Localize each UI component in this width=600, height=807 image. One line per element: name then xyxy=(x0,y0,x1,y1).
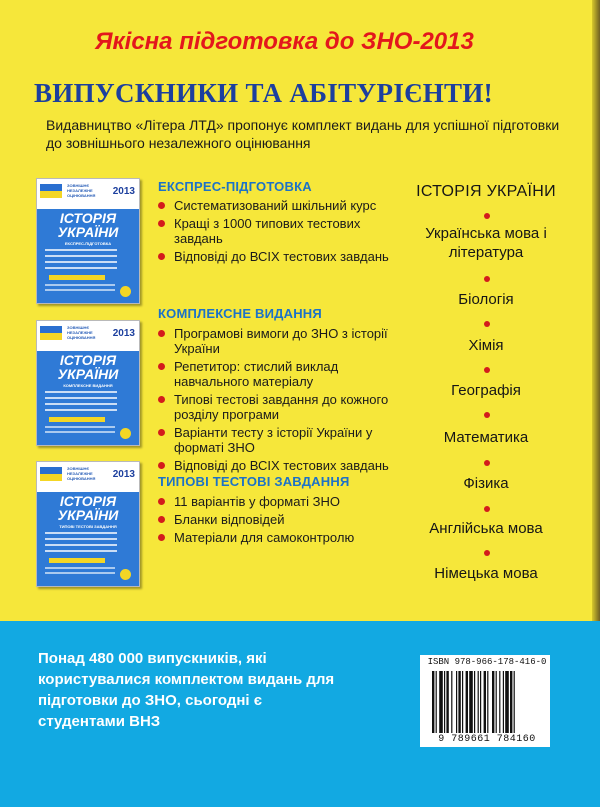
separator-dot-icon xyxy=(484,550,490,556)
list-item: 11 варіантів у форматі ЗНО xyxy=(156,494,396,509)
barcode-bar xyxy=(474,671,475,733)
barcode-bar xyxy=(462,671,463,733)
intro-text: Видавництво «Літера ЛТД» пропонує комплект видань для успішної підготовки до зовнішнього незалежного оцінювання xyxy=(46,117,560,151)
publisher-logo-icon xyxy=(120,286,131,297)
barcode-bar xyxy=(456,671,457,733)
book-note-lines xyxy=(45,426,115,436)
book-title: ІСТОРІЯ УКРАЇНИ xyxy=(57,352,119,382)
barcode-bar xyxy=(487,671,488,733)
separator-dot-icon xyxy=(484,412,490,418)
subject-biology: Біологія xyxy=(458,291,514,308)
barcode-bar xyxy=(444,671,445,733)
list-item: Кращі з 1000 типових тестових завдань xyxy=(156,216,396,246)
barcode-bar xyxy=(480,671,481,733)
subject-german: Німецька мова xyxy=(434,565,538,582)
barcode-digits: 9 789661 784160 xyxy=(438,734,536,745)
bullet-icon xyxy=(158,330,165,337)
barcode-bar xyxy=(451,671,452,733)
book-text-lines xyxy=(45,391,117,415)
barcode-bar xyxy=(510,671,512,733)
separator-dot-icon xyxy=(484,213,490,219)
book-series: ЗОВНІШНЄ НЕЗАЛЕЖНЕ ОЦІНЮВАННЯ xyxy=(67,325,96,340)
list-item: Відповіді до ВСІХ тестових завдань xyxy=(156,249,396,264)
book-series: ЗОВНІШНЄ НЕЗАЛЕЖНЕ ОЦІНЮВАННЯ xyxy=(67,466,96,481)
barcode-bar xyxy=(503,671,504,733)
separator-dot-icon xyxy=(484,367,490,373)
barcode-bar xyxy=(466,671,468,733)
flag-icon xyxy=(40,326,62,340)
barcode-bar xyxy=(478,671,479,733)
list-item: Відповіді до ВСІХ тестових завдань xyxy=(156,458,396,473)
book-series: ЗОВНІШНЄ НЕЗАЛЕЖНЕ ОЦІНЮВАННЯ xyxy=(67,183,96,198)
bullet-icon xyxy=(158,363,165,370)
book-cover-express xyxy=(36,178,140,304)
book-title: ІСТОРІЯ УКРАЇНИ xyxy=(57,210,119,240)
separator-dot-icon xyxy=(484,460,490,466)
book-subtitle: ТИПОВІ ТЕСТОВІ ЗАВДАННЯ xyxy=(59,524,117,529)
section-list-express xyxy=(156,198,396,267)
section-list-complex xyxy=(156,326,396,476)
barcode-bar xyxy=(432,671,434,733)
book-text-lines xyxy=(45,532,117,556)
bullet-icon xyxy=(158,516,165,523)
book-subtitle: КОМПЛЕКСНЕ ВИДАННЯ xyxy=(63,383,113,388)
barcode-icon xyxy=(432,671,542,733)
list-item: Матеріали для самоконтролю xyxy=(156,530,396,545)
subject-math: Математика xyxy=(443,429,529,446)
section-title-complex: КОМПЛЕКСНЕ ВИДАННЯ xyxy=(158,306,322,321)
section-title-tests: ТИПОВІ ТЕСТОВІ ЗАВДАННЯ xyxy=(158,474,350,489)
list-item: Репетитор: стислий виклад навчального матеріалу xyxy=(156,359,396,389)
barcode-bar xyxy=(436,671,437,733)
book-strip xyxy=(49,558,105,563)
book-strip xyxy=(49,275,105,280)
list-item: Типові тестові завдання до кожного розділу програми xyxy=(156,392,396,422)
barcode-bar xyxy=(514,671,515,733)
book-title: ІСТОРІЯ УКРАЇНИ xyxy=(57,493,119,523)
book-note-lines xyxy=(45,284,115,294)
bullet-icon xyxy=(158,498,165,505)
separator-dot-icon xyxy=(484,506,490,512)
barcode-bar xyxy=(458,671,460,733)
section-title-express: ЕКСПРЕС-ПІДГОТОВКА xyxy=(158,179,312,194)
book-year: 2013 xyxy=(112,186,135,197)
list-item: Програмові вимоги до ЗНО з історії України xyxy=(156,326,396,356)
barcode-bar xyxy=(505,671,509,733)
subject-history: ІСТОРІЯ УКРАЇНИ xyxy=(416,183,556,200)
barcode-bar xyxy=(496,671,497,733)
separator-dot-icon xyxy=(484,276,490,282)
bullet-icon xyxy=(158,429,165,436)
bullet-icon xyxy=(158,534,165,541)
publisher-logo-icon xyxy=(120,428,131,439)
barcode-bar xyxy=(484,671,486,733)
bullet-icon xyxy=(158,253,165,260)
bullet-icon xyxy=(158,396,165,403)
book-year: 2013 xyxy=(112,469,135,480)
subject-physics: Фізика xyxy=(463,475,509,492)
headline: ВИПУСКНИКИ ТА АБІТУРІЄНТИ! xyxy=(34,78,493,108)
list-item: Варіанти тесту з історії України у форматі ЗНО xyxy=(156,425,396,455)
book-cover-complex xyxy=(36,320,140,446)
flag-icon xyxy=(40,184,62,198)
subject-english: Англійська мова xyxy=(429,520,543,537)
bullet-icon xyxy=(158,220,165,227)
isbn-label: ISBN 978-966-178-416-0 xyxy=(427,657,547,667)
barcode-bar xyxy=(499,671,500,733)
subject-chemistry: Хімія xyxy=(468,337,504,354)
section-list-tests xyxy=(156,494,396,548)
barcode-bar xyxy=(492,671,494,733)
band-text: Понад 480 000 випускників, які користувалися комплектом видань для підготовки до ЗНО, сьогодні є студентами ВНЗ xyxy=(38,650,335,730)
separator-dot-icon xyxy=(484,321,490,327)
list-item: Бланки відповідей xyxy=(156,512,396,527)
slogan: Якісна підготовка до ЗНО-2013 xyxy=(95,28,474,55)
bullet-icon xyxy=(158,202,165,209)
barcode-bar xyxy=(446,671,448,733)
subject-geography: Географія xyxy=(451,382,521,399)
publisher-logo-icon xyxy=(120,569,131,580)
book-note-lines xyxy=(45,567,115,577)
book-year: 2013 xyxy=(112,328,135,339)
barcode-bar xyxy=(469,671,473,733)
flag-icon xyxy=(40,467,62,481)
book-cover-tests xyxy=(36,461,140,587)
barcode-bar xyxy=(439,671,443,733)
book-text-lines xyxy=(45,249,117,273)
subject-ukrainian: Українська мова і література xyxy=(425,225,547,261)
bullet-icon xyxy=(158,462,165,469)
book-strip xyxy=(49,417,105,422)
list-item: Систематизований шкільний курс xyxy=(156,198,396,213)
book-subtitle: ЕКСПРЕС-ПІДГОТОВКА xyxy=(64,241,112,246)
